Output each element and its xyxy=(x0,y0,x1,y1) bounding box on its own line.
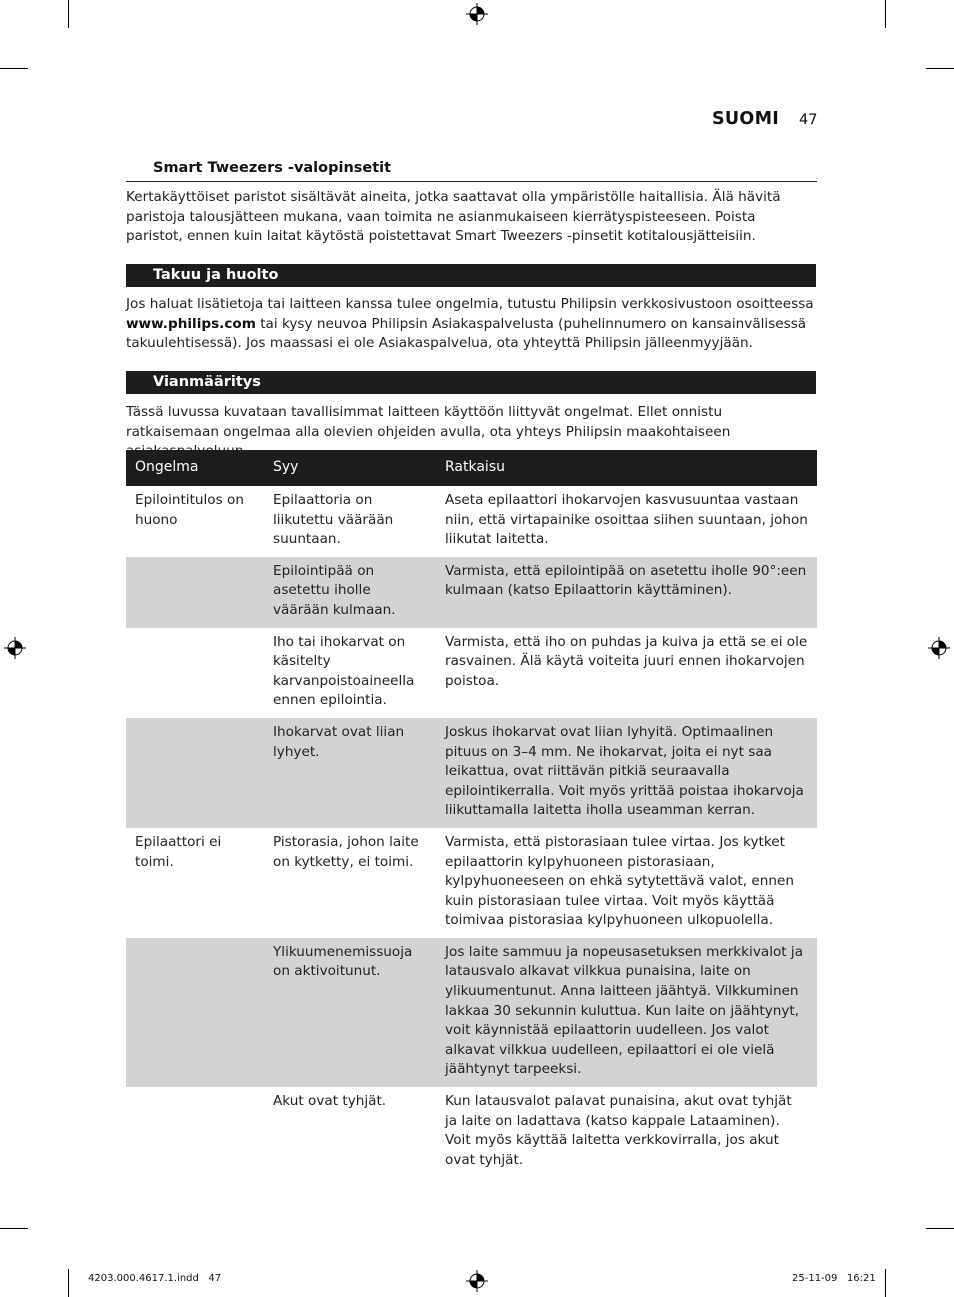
solution-cell: Varmista, että iho on puhdas ja kuiva ja että se ei ole rasvainen. Älä käytä voiteita juuri ennen ihokarvojen poistoa. xyxy=(445,633,808,689)
cause-cell: Pistorasia, johon laite on kytketty, ei toimi. xyxy=(273,833,419,870)
cause-cell: Akut ovat tyhjät. xyxy=(273,1093,387,1110)
table-row xyxy=(126,1087,817,1177)
registration-mark-bottom-icon xyxy=(466,1270,488,1292)
table-header-row xyxy=(126,450,817,486)
warranty-paragraph xyxy=(126,295,816,354)
crop-mark-bottom-right-v xyxy=(885,1269,886,1297)
problem-cell: Epilointitulos on huono xyxy=(135,492,244,528)
crop-mark-top-left-h xyxy=(0,68,28,69)
warranty-text-start: Jos haluat lisätietoja tai laitteen kanssa tulee ongelmia, tutustu Philipsin verkkosivustoon osoitteessa xyxy=(126,296,814,312)
crop-mark-bottom-left-v xyxy=(68,1269,69,1297)
philips-website-link[interactable]: www.philips.com xyxy=(126,315,256,332)
table-row xyxy=(126,828,817,938)
solution-cell: Joskus ihokarvat ovat liian lyhyitä. Optimaalinen pituus on 3–4 mm. Ne ihokarvat, joita ei nyt saa leikattua, ovat riittävän pitkiä seuraavalla epilointikerralla. Voit myös yrittää poistaa ihokarvoja liikuttamalla laitetta iholla useamman kerran. xyxy=(436,718,817,828)
problem-cell xyxy=(126,1087,264,1177)
cause-cell: Ylikuumenemissuoja on aktivoitunut. xyxy=(264,938,436,1087)
table-row xyxy=(126,486,817,557)
column-header-cause: Syy xyxy=(264,450,436,486)
problem-cell xyxy=(126,938,264,1087)
problem-cell xyxy=(126,557,264,628)
solution-cell: Varmista, että epilointipää on asetettu iholle 90°:een kulmaan (katso Epilaattorin käyttäminen). xyxy=(436,557,817,628)
table-row xyxy=(126,557,817,628)
section-divider xyxy=(126,181,817,182)
table-row xyxy=(126,718,817,828)
registration-mark-right-icon xyxy=(928,637,950,659)
table-row xyxy=(126,938,817,1087)
table-row xyxy=(126,628,817,718)
troubleshooting-table xyxy=(126,450,817,1177)
disposal-paragraph: Kertakäyttöiset paristot sisältävät aineita, jotka saattavat olla ympäristölle haitallisia. Älä hävitä paristoja talousjätteen mukana, vaan toimita ne asianmukaiseen kierrätyspisteeseen. Poista paristot, ennen kuin laitat käytöstä poistettavat Smart Tweezers -pinsetit kotitalousjätteisiin. xyxy=(126,189,781,245)
registration-mark-top-icon xyxy=(466,3,488,25)
problem-cell: Epilaattori ei toimi. xyxy=(135,833,222,870)
section-title-smart-tweezers: Smart Tweezers -valopinsetit xyxy=(153,160,392,176)
cause-cell: Iho tai ihokarvat on käsitelty karvanpoistoaineella ennen epilointia. xyxy=(273,633,415,709)
footer-file-name: 4203.000.4617.1.indd 47 xyxy=(88,1273,222,1284)
crop-mark-top-right-h xyxy=(926,68,954,69)
column-header-solution: Ratkaisu xyxy=(436,450,817,486)
crop-mark-top-left-v xyxy=(68,0,69,28)
solution-cell: Jos laite sammuu ja nopeusasetuksen merkkivalot ja latausvalo alkavat vilkkua punaisina, laite on ylikuumentunut. Anna laitteen jäähtyä. Vilkkuminen lakkaa 30 sekunnin kuluttua. Kun laite on jäähtynyt, voit käynnistää epilaattorin uudelleen. Jos valot alkavat vilkkua uudelleen, epilaattori ei ole vielä jäähtynyt tarpeeksi. xyxy=(436,938,817,1087)
crop-mark-bottom-left-h xyxy=(0,1228,28,1229)
page-number: 47 xyxy=(799,112,818,128)
section-bar-warranty: Takuu ja huolto xyxy=(126,264,816,287)
footer-datetime: 25-11-09 16:21 xyxy=(792,1273,876,1284)
solution-cell: Aseta epilaattori ihokarvojen kasvusuuntaa vastaan niin, että virtapainike osoittaa siihen suuntaan, johon liikutat laitetta. xyxy=(445,492,808,548)
cause-cell: Epilointipää on asetettu iholle väärään kulmaan. xyxy=(264,557,436,628)
crop-mark-bottom-right-h xyxy=(926,1228,954,1229)
solution-cell: Varmista, että pistorasiaan tulee virtaa. Jos kytket epilaattorin kylpyhuoneen pistorasiaan, kylpyhuoneeseen on ehkä sytytettävä valot, ennen kuin pistorasiaan tulee virtaa. Voit myös käyttää toimivaa pistorasiaa kylpyhuoneen ulkopuolella. xyxy=(445,833,794,929)
cause-cell: Epilaattoria on liikutettu väärään suuntaan. xyxy=(273,492,394,548)
problem-cell xyxy=(126,628,264,718)
solution-cell: Kun latausvalot palavat punaisina, akut ovat tyhjät ja laite on ladattava (katso kappale Lataaminen). Voit myös käyttää laitetta verkkovirralla, jos akut ovat tyhjät. xyxy=(445,1093,792,1168)
crop-mark-top-right-v xyxy=(885,0,886,28)
page-language-header: SUOMI xyxy=(712,109,780,129)
warranty-text-end: tai kysy neuvoa Philipsin Asiakaspalvelusta (puhelinnumero on kansainvälisessä takuulehtisessä). Jos maassasi ei ole Asiakaspalvelua, ota yhteyttä Philipsin jälleenmyyjään. xyxy=(126,315,807,352)
column-header-problem: Ongelma xyxy=(126,450,264,486)
troubleshooting-intro: Tässä luvussa kuvataan tavallisimmat laitteen käyttöön liittyvät ongelmat. Ellet onnistu ratkaisemaan ongelmaa alla olevien ohjeiden avulla, ota yhteys Philipsin maakohtaiseen xyxy=(126,404,731,440)
section-bar-troubleshooting: Vianmääritys xyxy=(126,371,816,394)
registration-mark-left-icon xyxy=(4,637,26,659)
cause-cell: Ihokarvat ovat liian lyhyet. xyxy=(264,718,436,828)
problem-cell xyxy=(126,718,264,828)
